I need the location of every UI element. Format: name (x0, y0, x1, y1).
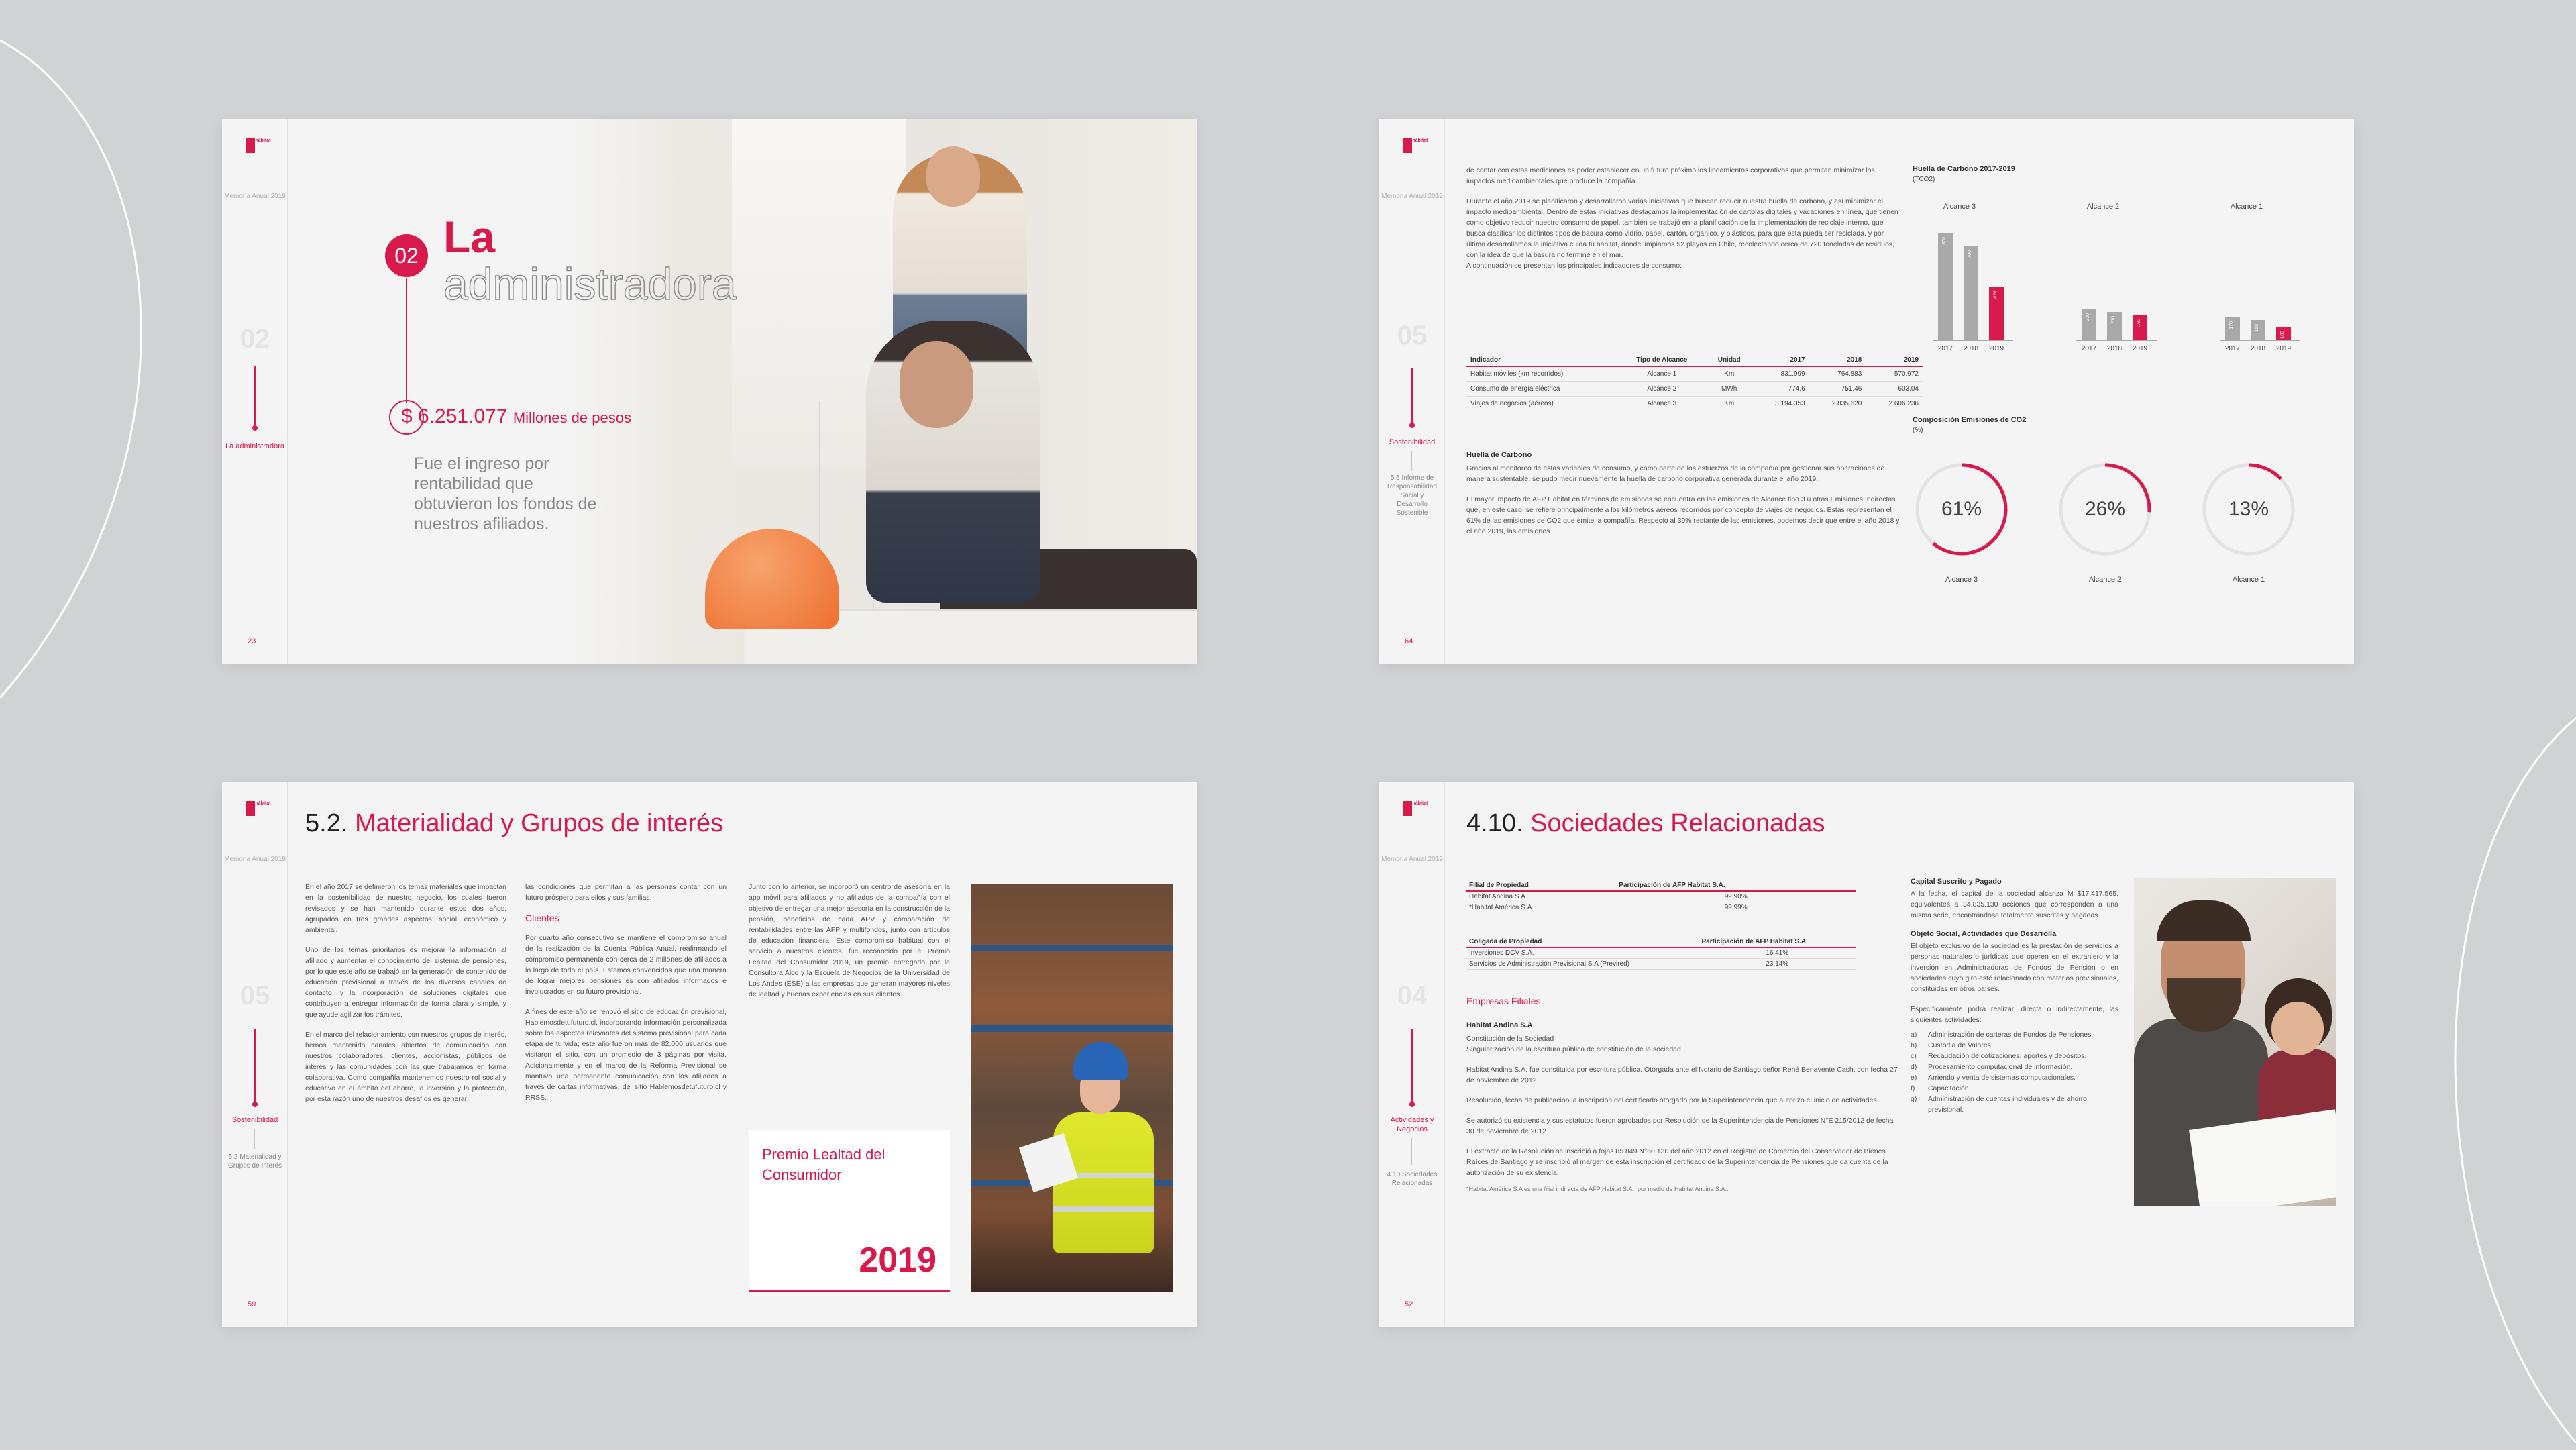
x-tick-label: 2019 (1988, 345, 2004, 352)
bar-group (1913, 203, 2056, 374)
spread-sociedades-relacionadas (1379, 782, 2354, 1327)
memoria-label: Memoria Anual 2019 (1381, 856, 1443, 863)
nav-line (254, 366, 256, 427)
chapter-number: 04 (1397, 981, 1428, 1011)
bar (2276, 327, 2291, 340)
chapter-title: La (443, 212, 496, 262)
cell: MWh (1706, 382, 1752, 397)
bar (2107, 312, 2122, 340)
capital-column (1911, 878, 2118, 1115)
body-column (1466, 165, 1902, 280)
list-item: a) Administración de carteras de Fondos de Pensiones. (1911, 1031, 2094, 1039)
bar-value-label: 800 (1942, 237, 1947, 245)
indicators-table (1466, 354, 1923, 411)
habitat-logo: hábitat (1402, 138, 1424, 153)
section-title (1466, 809, 1825, 838)
bar (1964, 246, 1978, 340)
th: Coligada de Propiedad (1466, 937, 1699, 947)
bar-value-label: 424 (1993, 291, 1998, 299)
cell: 23,14% (1699, 959, 1856, 970)
paragraph: A continuación se presentan los principales indicadores de consumo: (1466, 262, 1682, 270)
th: Unidad (1706, 354, 1752, 366)
section-title-text: Materialidad y Grupos de interés (354, 809, 724, 837)
bar-value-label: 150 (2255, 324, 2259, 332)
plot-area (2076, 220, 2157, 341)
especif-text: Específicamente podrá realizar, directa o indirectamente, las siguientes actividades: (1911, 1005, 2118, 1024)
section-title-text: Sociedades Relacionadas (1530, 809, 1825, 837)
cell: 570.972 (1866, 366, 1923, 382)
x-tick-label: 2017 (1937, 345, 1953, 352)
money-figure (401, 405, 631, 428)
child-face (2271, 1002, 2324, 1055)
nav-line (254, 1029, 256, 1102)
nav-line (1411, 1029, 1413, 1102)
x-tick-label: 2018 (2106, 345, 2123, 352)
table-row (1466, 902, 1856, 913)
paragraph: Singularización de la escritura pública de constitución de la sociedad. (1466, 1045, 1683, 1053)
text-column-1 (305, 882, 506, 1114)
cell: Alcance 2 (1617, 382, 1706, 397)
section-number: 4.10. (1466, 809, 1523, 837)
donut-title: Composición Emisiones de CO2 (1913, 416, 2027, 424)
section-number: 5.2. (305, 809, 348, 837)
nav-connector (1411, 1138, 1412, 1165)
money-value: 6.251.077 (418, 405, 508, 427)
donut-charts (1913, 454, 2342, 601)
bar-group (2200, 203, 2343, 374)
text-column-2 (525, 882, 727, 1112)
memoria-label: Memoria Anual 2019 (1381, 193, 1443, 200)
father-hair (2157, 900, 2251, 941)
money-description: Fue el ingreso por rentabilidad que obtuvieron los fondos de nuestros afiliados. (414, 454, 597, 533)
sidebar (222, 782, 288, 1327)
footnote: *Habitat América S.A es una filial indirecta de AFP Habitat S.A., por medio de Habitat Andina S.A.. (1466, 1186, 1729, 1192)
habitat-logo: hábitat (245, 801, 266, 816)
cell: 764.883 (1809, 366, 1866, 382)
table-row (1466, 366, 1923, 382)
cell: Viajes de negocios (aéreos) (1466, 397, 1617, 411)
cell: Servicios de Administración Previsional S.A (Previred) (1466, 959, 1699, 970)
nav-dot (1409, 1102, 1415, 1107)
capital-text: A la fecha, el capital de la sociedad alcanza M $17.417.565, equivalentes a 34.835.130 acciones que corresponden a una misma serie, encontrándose totalmente suscritas y pagadas. (1911, 890, 2118, 919)
const-title: Constitución de la Sociedad (1466, 1035, 1554, 1043)
cell: 99,99% (1616, 902, 1856, 913)
cell: 603,04 (1866, 382, 1923, 397)
x-tick-label: 2017 (2081, 345, 2097, 352)
empresas-filiales (1466, 996, 1902, 1194)
plot-area (1933, 220, 2013, 341)
memoria-label: Memoria Anual 2019 (224, 193, 286, 200)
th: Participación de AFP Habitat S.A. (1699, 937, 1856, 947)
spread-la-administradora (222, 119, 1197, 664)
th: Participación de AFP Habitat S.A. (1616, 880, 1856, 891)
paragraph: Por cuarto año consecutivo se mantiene el compromiso anual de la realización de la Cuenta Pública Anual, reafirmando el compromiso permanente con cerca de 2 millones de afiliados a lo largo de todo el país. Estamos convencidos que una manera de lograr mejores pensiones es con afiliados informados e involucrados en su futuro previsional. (525, 934, 727, 996)
father-son-drawing-photo (2134, 878, 2336, 1206)
series-label: Alcance 1 (2230, 203, 2263, 211)
chapter-number: 05 (239, 981, 270, 1011)
table-row (1466, 397, 1923, 411)
sidebar (1379, 782, 1445, 1327)
warehouse-worker-photo (971, 884, 1173, 1292)
nav-subsection[interactable]: 4.10 Sociedades Relacionadas (1387, 1171, 1438, 1187)
father-head (900, 341, 973, 428)
body-column (1466, 1033, 1902, 1194)
cell: 2.606.236 (1866, 397, 1923, 411)
x-tick-label: 2018 (2250, 345, 2266, 352)
chapter-title-outline: administradora (443, 259, 737, 309)
paragraph: El extracto de la Resolución se inscribió a fojas 85.849 N°60.130 del año 2012 en el Registro de Comercio del Conservador de Bienes Raíces de Santiago y se inscribió al margen de esta inscripción el certificado de la Superintendencia de Pensiones que da cuenta de la autorización de su existencia. (1466, 1147, 1888, 1177)
table-header-row (1466, 880, 1856, 891)
nav-dot (1409, 423, 1415, 428)
donut-category-label: Alcance 2 (2088, 576, 2122, 584)
donut (1913, 460, 2010, 558)
currency-symbol: $ (401, 405, 413, 427)
table-header-row (1466, 937, 1856, 947)
cell: 16,41% (1699, 947, 1856, 959)
donut-value-label: 13% (2228, 498, 2269, 520)
text-column-3 (749, 882, 950, 1009)
nav-active-section[interactable]: Sostenibilidad (1389, 438, 1436, 446)
award-text: Premio Lealtad del Consumidor (762, 1146, 885, 1183)
cell: 774,6 (1752, 382, 1809, 397)
spread-materialidad (222, 782, 1197, 1327)
paragraph: Uno de los temas prioritarios es mejorar la información al afiliado y aumentar el conocimiento del sistema de pensiones, por lo que este año se trabajó en la generación de contenido de educación previsional a través de los diversos canales de contacto, y la incorporación de soluciones digitales que contribuyen a entregar información de forma clara y simple, y que ayude agilizar los trámites. (305, 946, 506, 1019)
paragraph: Habitat Andina S.A. fue constituida por escritura pública. Otorgada ante el Notario de Santiago señor René Benavente Cash, con fecha 27 de noviembre de 2012. (1466, 1066, 1898, 1084)
cell: Inversiones DCV S.A. (1466, 947, 1699, 959)
paragraph: las condiciones que permitan a las personas contar con un futuro próspero para ellos y sus familias. (525, 883, 727, 902)
filiales-table (1466, 880, 1856, 913)
plot-area (2220, 220, 2300, 341)
th: Indicador (1466, 354, 1617, 366)
th: 2017 (1752, 354, 1809, 366)
nav-active-section[interactable]: Sostenibilidad (231, 1116, 278, 1124)
paragraph: Se autorizó su existencia y sus estatutos fueron aprobados por Resolución de la Superintendencia de Pensiones N°E 215/2012 de fecha 30 de noviembre de 2012. (1466, 1117, 1894, 1135)
donut-unit: (%) (1913, 427, 1923, 434)
paragraph: de contar con estas mediciones es poder establecer en un futuro próximo los lineamientos corporativos que permitan minimizar los impactos medioambientales que produce la compañía. (1466, 166, 1875, 185)
chapter-badge: 02 (385, 234, 428, 277)
cell: Km (1706, 397, 1752, 411)
table-row (1466, 947, 1856, 959)
child-head (926, 146, 980, 207)
bar (1938, 233, 1953, 340)
page-number: 23 (248, 637, 256, 645)
bar-charts (1913, 203, 2342, 374)
th: 2019 (1866, 354, 1923, 366)
list-item: f) Capacitación. (1911, 1084, 1971, 1092)
chapter-number: 05 (1397, 321, 1428, 350)
paragraph: Resolución, fecha de publicación la inscripción del certificado otorgado por la Superintendencia que autorizó el inicio de actividades. (1466, 1096, 1879, 1104)
bar-group (2056, 203, 2200, 374)
donut-value-label: 26% (2084, 498, 2126, 520)
chart-title: Huella de Carbono 2017-2019 (1913, 165, 2015, 173)
background-arc-right (2388, 705, 2576, 1450)
chapter-number: 02 (239, 324, 270, 354)
x-tick-label: 2017 (2224, 345, 2241, 352)
paragraph: En el año 2017 se definieron los temas materiales que impactan en la sostenibilidad de nuestro negocio, los cuales fueron revisados y se han mantenido durante estos dos años, agrupados en tres grandes aspectos: social, económico y ambiental. (305, 883, 506, 934)
subheading-clientes: Clientes (525, 913, 559, 923)
nav-dot (252, 1102, 258, 1107)
shelf (971, 1025, 1173, 1032)
money-unit: Millones de pesos (513, 409, 631, 426)
bar-value-label: 100 (2280, 331, 2285, 339)
paragraph: El mayor impacto de AFP Habitat en términos de emisiones se encuentra en las emisiones de Alcance tipo 3 u otras Emisiones Indirectas que, en este caso, se refiere principalmente a los kilómetros aéreos recorridos por concepto de viajes de negocios. Estas representan el 61% de las emisiones de CO2 que emite la compañía. Respecto al 39% restante de las emisiones, podemos decir que entre el año 2018 y el año 2019, las emisiones (1466, 495, 1900, 535)
cell: Consumo de energía eléctrica (1466, 382, 1617, 397)
donut (2200, 460, 2298, 558)
award-box (749, 1130, 950, 1292)
bar-value-label: 210 (2111, 316, 2116, 324)
subheading-empresas: Empresas Filiales (1466, 996, 1541, 1006)
safety-vest (1053, 1112, 1154, 1253)
x-tick-label: 2019 (2275, 345, 2292, 352)
donut-category-label: Alcance 3 (1945, 576, 1978, 584)
x-tick-label: 2018 (1963, 345, 1979, 352)
list-item: g) Administración de cuentas individuales y de ahorro previsional. (1911, 1095, 2087, 1114)
accent-line (406, 278, 407, 403)
th: Tipo de Alcance (1617, 354, 1706, 366)
th: Filial de Propiedad (1466, 880, 1616, 891)
nav-connector (254, 1129, 255, 1149)
spread-huella-carbono (1379, 119, 2354, 664)
series-label: Alcance 2 (2086, 203, 2120, 211)
list-item: e) Arriendo y venta de sistemas computacionales. (1911, 1074, 2076, 1082)
award-year: 2019 (859, 1241, 936, 1280)
section-title (305, 809, 723, 838)
bar-value-label: 190 (2137, 319, 2141, 327)
sidebar (222, 119, 288, 664)
donut-category-label: Alcance 1 (2232, 576, 2265, 584)
paragraph: Durante el año 2019 se planificaron y desarrollaron varias iniciativas que buscan reducir nuestra huella de carbono, y así minimizar el impacto medioambiental. Dentro de estas iniciativas destacamos la implementación de cartolas digitales y vacaciones en línea, que tienen como objetivo reducir nuestro consumo de papel, también se trabajó en la planificación de la implementación de reciclaje interno, que busca clasificar los distintos tipos de basura como vidrio, papel, cartón, orgánico, y plásticos, para que ésta pueda ser reciclada, y por último desarrollamos la iniciativa cuida tu hábitat, donde limpiamos 52 playas en Chile, recolectando cerca de 720 toneladas de residuos, con la idea de que la basura no termine en el mar. (1466, 197, 1898, 259)
nav-connector (1411, 451, 1412, 471)
cell: Alcance 1 (1617, 366, 1706, 382)
cell: 751,46 (1809, 382, 1866, 397)
table-row (1466, 959, 1856, 970)
page-number: 52 (1405, 1300, 1413, 1308)
bar (2225, 317, 2240, 340)
sidebar (1379, 119, 1445, 664)
capital-heading: Capital Suscrito y Pagado (1911, 878, 2002, 886)
bar-value-label: 170 (2229, 321, 2234, 329)
huella-section (1466, 451, 1902, 546)
list-item: b) Custodia de Valores. (1911, 1041, 1993, 1049)
cell: 3.194.353 (1752, 397, 1809, 411)
donut (2056, 460, 2154, 558)
paragraph: Junto con lo anterior, se incorporó un centro de asesoría en la app móvil para afiliados y no afiliados de la compañía con el objetivo de entregar una mejor asesoría en la construcción de la pensión, beneficios de cada APV y comparación de rentabilidades entre las AFP y multifondos, junto con artículos de educación financiera. Este compromiso habitual con el servicio a nuestros clientes, fue reconocido por el Premio Lealtad del Consumidor 2019, un premio entregado por la Consultora Alco y la Escuela de Negocios de la Universidad de Los Andes (ESE) a las empresas que generan mayores niveles de lealtad y buenas experiencias en sus clientes. (749, 883, 950, 998)
page-number: 59 (248, 1300, 256, 1308)
cell: Habitat móviles (km recorridos) (1466, 366, 1617, 382)
paragraph: En el marco del relacionamiento con nuestros grupos de interés, hemos mantenido canales abiertos de comunicación con nuestros colaboradores, clientes, accionistas, públicos de interés y las comunidades con las que trabajamos en forma colaborativa. Como compañía mantenemos nuestro rol social y educativo en el ámbito del ahorro, la inversión y la protección, por esta razón uno de nuestros desafíos es generar (305, 1031, 506, 1103)
body-column (1466, 463, 1902, 537)
cell: 99,90% (1616, 891, 1856, 902)
nav-active-section[interactable]: La administradora (225, 442, 285, 450)
memoria-label: Memoria Anual 2019 (224, 856, 286, 863)
donut-value-label: 61% (1941, 498, 1982, 520)
coligadas-table (1466, 937, 1856, 970)
list-item: c) Recaudación de cotizaciones, aportes y depósitos. (1911, 1052, 2087, 1060)
paragraph: A fines de este año se renovó el sitio de educación previsional, Hablemosdetufuturo.cl, incorporando información personalizada sobre los aspectos relevantes del sistema previsional para cada etapa de tu vida; este año fueron más de 82.000 usuarios que visitaron el sitio, con un promedio de 3 páginas por visita. Adicionalmente y en el marco de la Reforma Previsional se mantuvo una permanente comunicación con los afiliados a través de cartas informativas, del sitio Hablemosdetufuturo.cl y RRSS. (525, 1008, 727, 1102)
nav-subsection[interactable]: 5.2 Materialidad y Grupos de Interés (227, 1153, 282, 1170)
nav-dot (252, 425, 258, 431)
series-label: Alcance 3 (1943, 203, 1976, 211)
list-item: d) Procesamiento computacional de información. (1911, 1063, 2073, 1071)
table-header-row (1466, 354, 1923, 366)
cell: 831.999 (1752, 366, 1809, 382)
objeto-text: El objeto exclusivo de la sociedad es la prestación de servicios a personas naturales o jurídicas que operen en el extranjero y la inversión en Administradoras de Fondos de Pensión o en sociedades cuyo giro esté relacionado con materias previsionales, constituidas en otros países. (1911, 942, 2118, 993)
table-row (1466, 891, 1856, 902)
x-tick-label: 2019 (2132, 345, 2148, 352)
section-heading: Huella de Carbono (1466, 451, 1532, 459)
reflective-stripe (1053, 1206, 1154, 1212)
activities-list (1911, 1029, 2118, 1115)
bar-value-label: 700 (1968, 250, 1972, 258)
bar (2082, 309, 2096, 340)
cell: Habitat Andina S.A. (1466, 891, 1616, 902)
bar (1989, 287, 2004, 340)
chart-unit: (TCO2) (1913, 176, 1935, 183)
paragraph: Gracias al monitoreo de estas variables de consumo, y como parte de los esfuerzos de la compañía por gestionar sus operaciones de manera sustentable, se pudo medir nuevamente la huella de carbono corporativa generada durante el año 2019. (1466, 464, 1885, 483)
bar-value-label: 230 (2086, 313, 2090, 321)
cell: Km (1706, 366, 1752, 382)
nav-subsection[interactable]: 5.5 Informe de Responsabilidad Social y Desarrollo Sostenible (1387, 474, 1437, 517)
shelf (971, 945, 1173, 951)
cell: *Habitat América S.A. (1466, 902, 1616, 913)
habitat-logo: hábitat (245, 138, 266, 153)
cell: Alcance 3 (1617, 397, 1706, 411)
cell: 2.835.620 (1809, 397, 1866, 411)
nav-active-section[interactable]: Actividades y Negocios (1390, 1116, 1434, 1133)
page-number: 64 (1405, 637, 1413, 645)
objeto-heading: Objeto Social, Actividades que Desarrolla (1911, 930, 2057, 938)
bar (2133, 315, 2147, 340)
company-name: Habitat Andina S.A (1466, 1021, 1533, 1029)
blue-helmet (1073, 1042, 1128, 1080)
nav-line (1411, 368, 1413, 423)
bar (2251, 320, 2265, 340)
th: 2018 (1809, 354, 1866, 366)
habitat-logo: hábitat (1402, 801, 1424, 816)
table-row (1466, 382, 1923, 397)
